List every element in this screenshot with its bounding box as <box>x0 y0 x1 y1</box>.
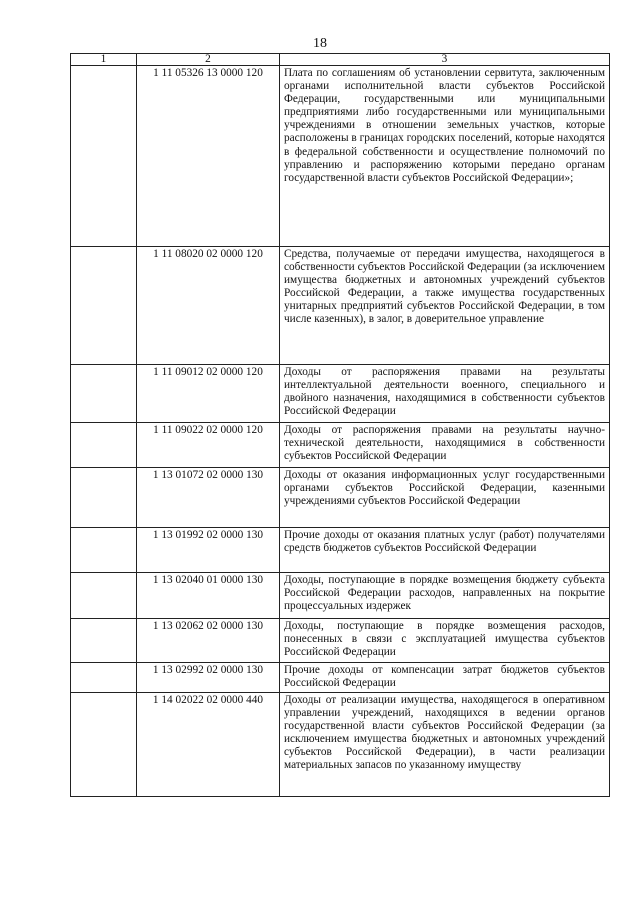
revenue-description: Доходы от реализации имущества, находящегося в оперативном управлении учреждений, находящихся в ведении органов государственной власти субъектов Российской Федерации (за исключением имущества бюджетных и автономных учреждений субъектов Российской Федерации), в части реализации материальных запасов по указанному имуществу <box>280 693 610 797</box>
column-header-2: 2 <box>137 54 280 66</box>
table-row <box>71 663 610 693</box>
classification-code: 1 13 02992 02 0000 130 <box>137 663 280 693</box>
row-number-cell <box>71 573 137 619</box>
row-number-cell <box>71 528 137 573</box>
classification-code: 1 14 02022 02 0000 440 <box>137 693 280 797</box>
classification-code: 1 11 05326 13 0000 120 <box>137 66 280 247</box>
row-number-cell <box>71 693 137 797</box>
revenue-description: Доходы от оказания информационных услуг государственными органами субъектов Российской Федерации, казенными учреждениями субъектов Российской Федерации <box>280 468 610 528</box>
row-number-cell <box>71 365 137 423</box>
row-number-cell <box>71 619 137 663</box>
classification-code: 1 13 01072 02 0000 130 <box>137 468 280 528</box>
row-number-cell <box>71 423 137 468</box>
revenue-description: Доходы от распоряжения правами на результаты интеллектуальной деятельности военного, специального и двойного назначения, находящимися в собственности субъектов Российской Федерации <box>280 365 610 423</box>
classification-code: 1 13 02062 02 0000 130 <box>137 619 280 663</box>
classification-code: 1 11 08020 02 0000 120 <box>137 247 280 365</box>
table-row <box>71 619 610 663</box>
table-row <box>71 693 610 797</box>
page-number: 18 <box>313 36 327 51</box>
revenue-description: Плата по соглашениям об установлении сервитута, заключенным органами исполнительной власти субъектов Российской Федерации, государственными или муниципальными предприятиями либо государственными или муниципальными учреждениями в отношении земельных участков, которые расположены в границах городских поселений, которые находятся в федеральной собственности и осуществление полномочий по управлению и распоряжению которыми передано органам государственной власти субъектов Российской Федерации»; <box>280 66 610 247</box>
revenue-codes-table <box>70 53 610 797</box>
classification-code: 1 11 09022 02 0000 120 <box>137 423 280 468</box>
column-header-1: 1 <box>71 54 137 66</box>
table-row <box>71 423 610 468</box>
table-row <box>71 247 610 365</box>
table-row <box>71 66 610 247</box>
table-row <box>71 468 610 528</box>
revenue-description: Средства, получаемые от передачи имущества, находящегося в собственности субъектов Российской Федерации (за исключением имущества бюджетных и автономных учреждений субъектов Российской Федерации, а также имущества государственных унитарных предприятий субъектов Российской Федерации, в том числе казенных), в залог, в доверительное управление <box>280 247 610 365</box>
table-header-row <box>71 54 610 66</box>
revenue-description: Доходы от распоряжения правами на результаты научно-технической деятельности, находящимися в собственности субъектов Российской Федерации <box>280 423 610 468</box>
revenue-description: Прочие доходы от оказания платных услуг (работ) получателями средств бюджетов субъектов Российской Федерации <box>280 528 610 573</box>
classification-code: 1 13 02040 01 0000 130 <box>137 573 280 619</box>
revenue-description: Доходы, поступающие в порядке возмещения бюджету субъекта Российской Федерации расходов, направленных на покрытие процессуальных издержек <box>280 573 610 619</box>
table-row <box>71 528 610 573</box>
column-header-3: 3 <box>280 54 610 66</box>
row-number-cell <box>71 663 137 693</box>
classification-code: 1 11 09012 02 0000 120 <box>137 365 280 423</box>
row-number-cell <box>71 468 137 528</box>
table-row <box>71 573 610 619</box>
classification-code: 1 13 01992 02 0000 130 <box>137 528 280 573</box>
row-number-cell <box>71 66 137 247</box>
revenue-description: Прочие доходы от компенсации затрат бюджетов субъектов Российской Федерации <box>280 663 610 693</box>
revenue-description: Доходы, поступающие в порядке возмещения расходов, понесенных в связи с эксплуатацией имущества субъектов Российской Федерации <box>280 619 610 663</box>
row-number-cell <box>71 247 137 365</box>
table-row <box>71 365 610 423</box>
